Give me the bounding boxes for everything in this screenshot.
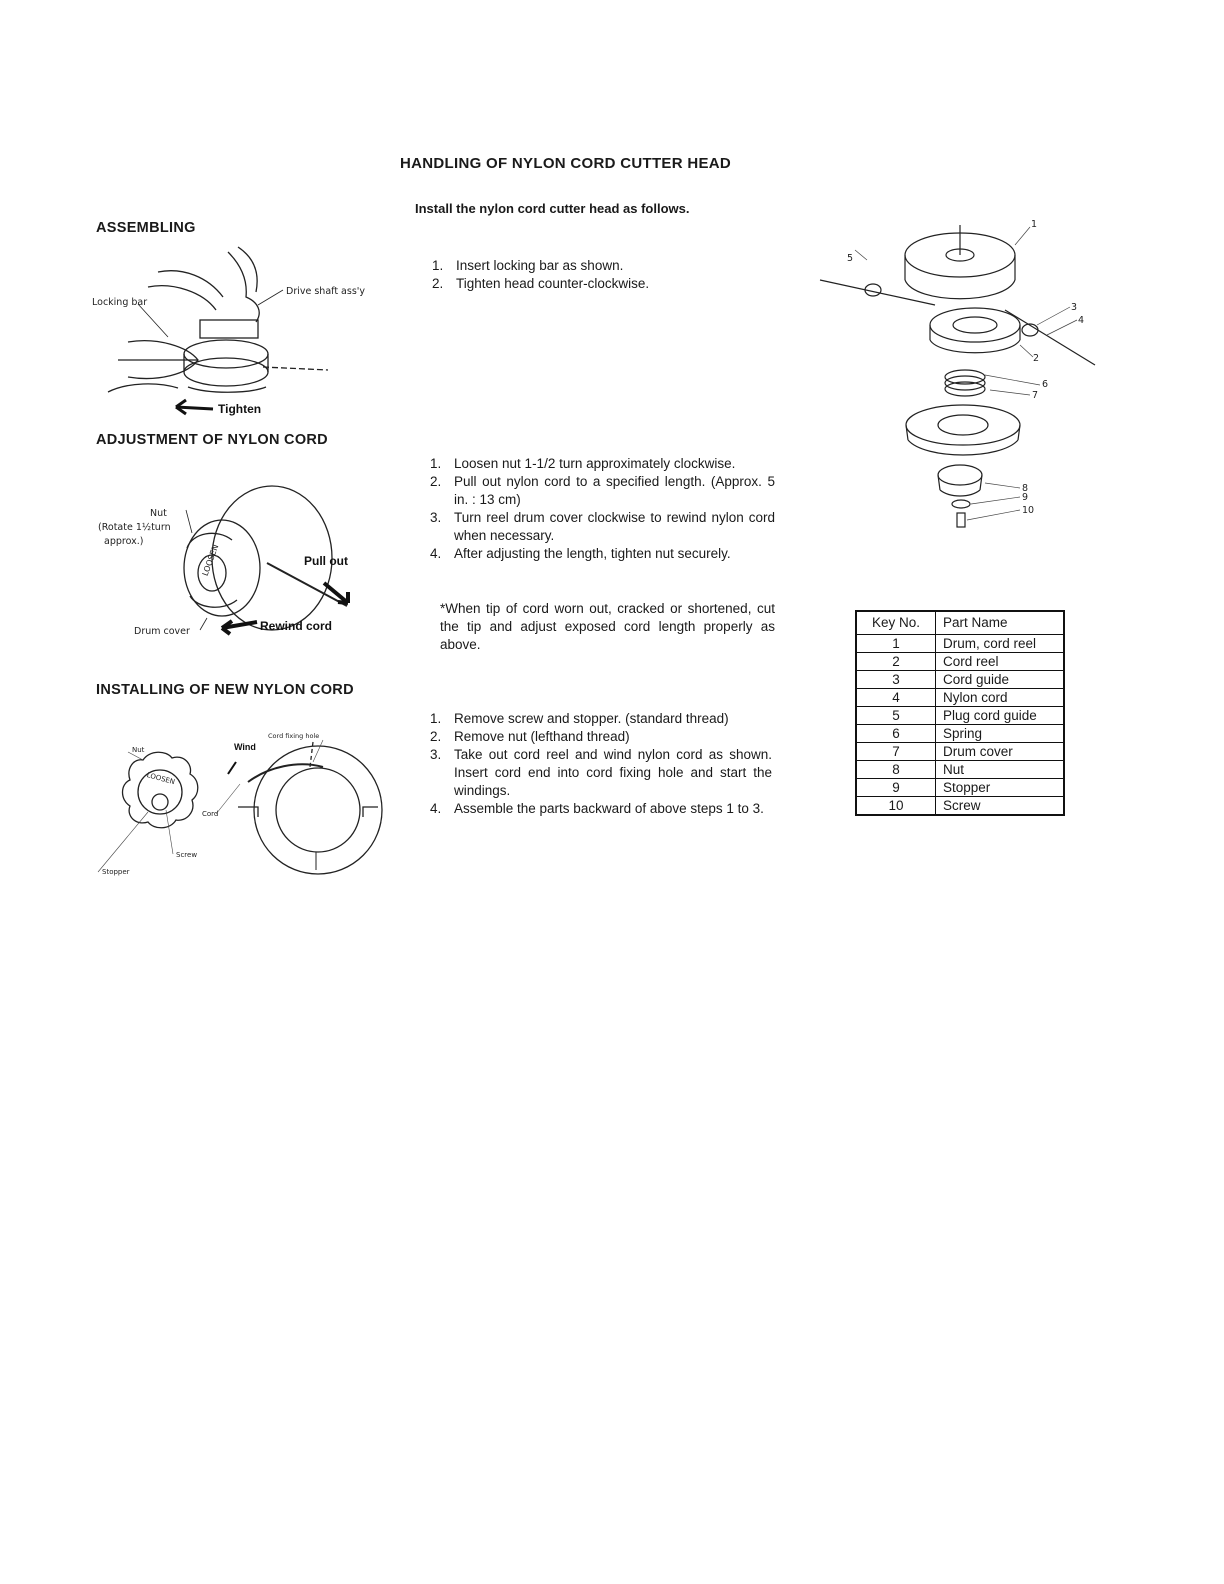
key-cell: 10 [856,797,936,816]
cord-label: Cord [202,810,219,818]
table-row [856,635,1064,653]
drive-shaft-label: Drive shaft ass'y [286,286,366,297]
rotate-label: (Rotate 1½turn [98,522,171,533]
callout-3: 3 [1071,302,1078,313]
table-row [856,653,1064,671]
adjustment-steps [430,455,775,563]
part-name-cell: Spring [936,725,1065,743]
table-row [856,779,1064,797]
screw-label: Screw [176,851,198,859]
intro-text: Install the nylon cord cutter head as follows. [415,201,690,216]
part-name-header: Part Name [936,611,1065,635]
callout-4: 4 [1078,315,1085,326]
installing-figure [88,722,388,882]
list-item: 1. Insert locking bar as shown. [432,258,624,273]
locking-bar-label: Locking bar [92,297,148,308]
list-item: 2. Remove nut (lefthand thread) [430,729,630,744]
key-no-header: Key No. [856,611,936,635]
list-item: 1. Loosen nut 1-1/2 turn approximately clockwise. [430,456,736,471]
list-item: 3. Take out cord reel and wind nylon cord as shown. Insert cord end into cord fixing hole and start the windings. [430,747,772,798]
key-cell: 5 [856,707,936,725]
stopper-label: Stopper [102,868,130,876]
callout-9: 9 [1022,492,1029,503]
callout-7: 7 [1032,390,1039,401]
callout-8: 8 [1022,483,1029,494]
assembling-steps [432,257,782,293]
part-name-cell: Plug cord guide [936,707,1065,725]
key-cell: 9 [856,779,936,797]
key-cell: 7 [856,743,936,761]
parts-table [855,610,1065,816]
table-row [856,707,1064,725]
adjustment-heading: ADJUSTMENT OF NYLON CORD [96,432,328,448]
part-name-cell: Nylon cord [936,689,1065,707]
assembling-figure [88,242,378,422]
list-item: 4. After adjusting the length, tighten nut securely. [430,546,731,561]
part-name-cell: Nut [936,761,1065,779]
table-row [856,761,1064,779]
installing-heading: INSTALLING OF NEW NYLON CORD [96,682,354,698]
part-name-cell: Stopper [936,779,1065,797]
part-name-cell: Cord guide [936,671,1065,689]
key-cell: 8 [856,761,936,779]
nut-label: Nut [150,508,167,519]
table-row [856,743,1064,761]
part-name-cell: Drum cover [936,743,1065,761]
key-cell: 1 [856,635,936,653]
part-name-cell: Cord reel [936,653,1065,671]
adjustment-note: *When tip of cord worn out, cracked or shortened, cut the tip and adjust exposed cord length properly as above. [440,601,775,652]
adjustment-figure [92,478,382,648]
installing-steps [430,710,772,818]
list-item: 2. Pull out nylon cord to a specified length. (Approx. 5 in. : 13 cm) [430,474,775,507]
key-cell: 2 [856,653,936,671]
loosen-label: LOOSEN [145,771,176,787]
table-row [856,797,1064,816]
list-item: 1. Remove screw and stopper. (standard thread) [430,711,729,726]
callout-1: 1 [1031,219,1038,230]
rewind-cord-label: Rewind cord [260,619,333,633]
nut-label: Nut [132,746,145,754]
table-row [856,689,1064,707]
pull-out-label: Pull out [304,554,348,568]
key-cell: 3 [856,671,936,689]
key-cell: 4 [856,689,936,707]
cord-fixing-hole-label: Cord fixing hole [268,732,320,740]
table-header-row [856,611,1064,635]
page-title: HANDLING OF NYLON CORD CUTTER HEAD [400,155,732,172]
key-cell: 6 [856,725,936,743]
approx-label: approx.) [104,536,144,547]
list-item: 2. Tighten head counter-clockwise. [432,276,650,291]
list-item: 4. Assemble the parts backward of above steps 1 to 3. [430,801,764,816]
table-row [856,725,1064,743]
assembling-heading: ASSEMBLING [96,220,196,236]
table-row [856,671,1064,689]
callout-5: 5 [847,253,854,264]
callout-6: 6 [1042,379,1049,390]
exploded-view-figure [815,215,1105,535]
drum-cover-label: Drum cover [134,626,190,637]
tighten-label: Tighten [218,402,262,416]
callout-2: 2 [1033,353,1040,364]
list-item: 3. Turn reel drum cover clockwise to rewind nylon cord when necessary. [430,510,775,543]
callout-10: 10 [1022,505,1035,516]
part-name-cell: Drum, cord reel [936,635,1065,653]
part-name-cell: Screw [936,797,1065,816]
loosen-label: LOOSEN [200,543,221,578]
wind-label: Wind [234,742,256,752]
